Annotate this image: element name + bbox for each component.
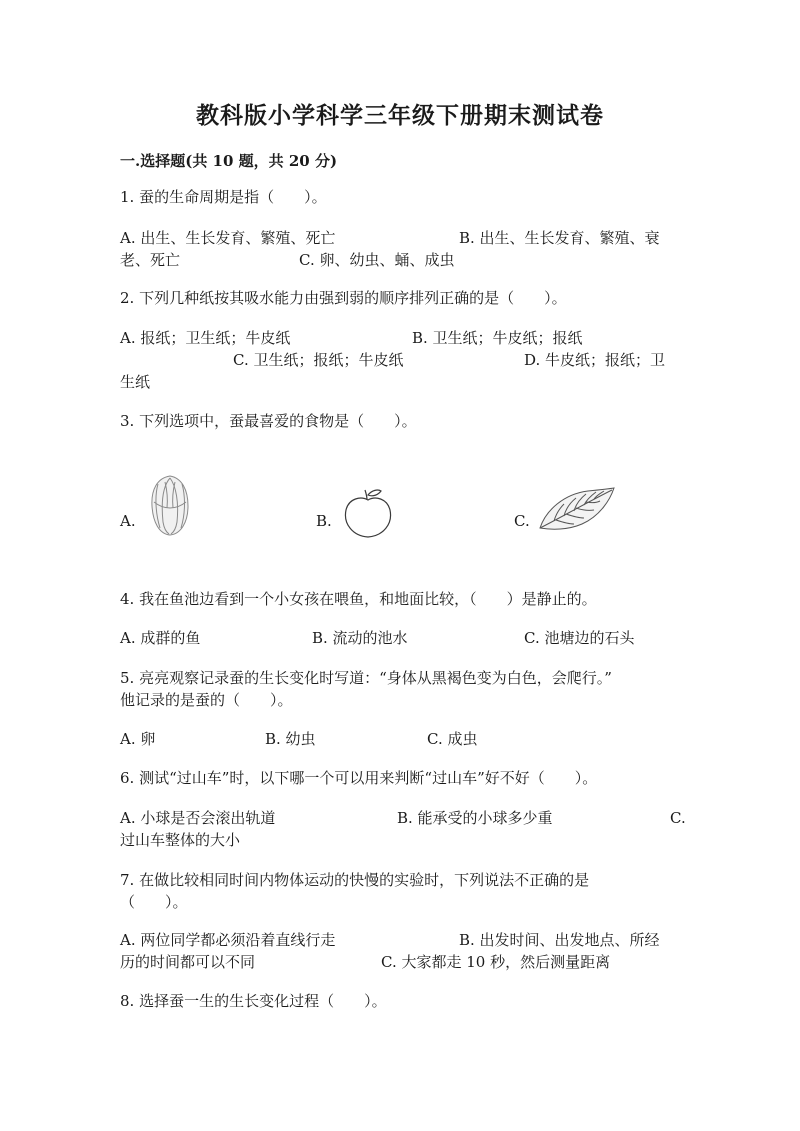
- q6-option-c-continued: 过山车整体的大小: [120, 831, 241, 849]
- question-6: 6. 测试“过山车”时，以下哪一个可以用来判断“过山车”好不好（ ）。: [120, 769, 598, 787]
- q5-option-a: A. 卵: [120, 730, 156, 748]
- q4-option-a: A. 成群的鱼: [120, 629, 201, 647]
- apple-icon: [341, 486, 395, 540]
- question-7: 7. 在做比较相同时间内物体运动的快慢的实验时，下列说法不正确的是: [120, 871, 590, 889]
- question-1: 1. 蚕的生命周期是指（ ）。: [120, 188, 327, 206]
- q3-option-b: B.: [316, 512, 332, 530]
- q4-option-b: B. 流动的池水: [312, 629, 408, 647]
- q5-option-c: C. 成虫: [427, 730, 478, 748]
- question-3: 3. 下列选项中，蚕最喜爱的食物是（ ）。: [120, 412, 417, 430]
- q3-option-a: A.: [120, 512, 136, 530]
- q7-option-b: B. 出发时间、出发地点、所经: [459, 931, 660, 949]
- question-4: 4. 我在鱼池边看到一个小女孩在喂鱼，和地面比较，（ ）是静止的。: [120, 590, 597, 608]
- q7-option-b-continued: 历的时间都可以不同: [120, 953, 256, 971]
- q5-option-b: B. 幼虫: [265, 730, 316, 748]
- page-title: 教科版小学科学三年级下册期末测试卷: [196, 102, 604, 129]
- cabbage-icon: [145, 472, 195, 538]
- question-5-continued: 他记录的是蚕的（ ）。: [120, 691, 293, 709]
- q6-option-a: A. 小球是否会滚出轨道: [120, 809, 276, 827]
- question-2: 2. 下列几种纸按其吸水能力由强到弱的顺序排列正确的是（ ）。: [120, 289, 567, 307]
- q2-option-a: A. 报纸；卫生纸；牛皮纸: [120, 329, 291, 347]
- q7-option-a: A. 两位同学都必须沿着直线行走: [120, 931, 336, 949]
- q1-option-c: C. 卵、幼虫、蛹、成虫: [299, 251, 455, 269]
- q4-option-c: C. 池塘边的石头: [524, 629, 635, 647]
- section-heading: 一.选择题(共 10 题，共 20 分): [120, 152, 338, 170]
- q6-option-b: B. 能承受的小球多少重: [397, 809, 553, 827]
- question-7-continued: （ ）。: [120, 893, 188, 911]
- q2-option-d: D. 牛皮纸；报纸；卫: [524, 351, 666, 369]
- q6-option-c: C.: [670, 809, 686, 827]
- q2-option-b: B. 卫生纸；牛皮纸；报纸: [412, 329, 583, 347]
- question-8: 8. 选择蚕一生的生长变化过程（ ）。: [120, 992, 387, 1010]
- question-5: 5. 亮亮观察记录蚕的生长变化时写道：“身体从黑褐色变为白色，会爬行。”: [120, 669, 612, 687]
- leaf-icon: [538, 486, 616, 532]
- q1-option-b: B. 出生、生长发育、繁殖、衰: [459, 229, 660, 247]
- q1-option-a: A. 出生、生长发育、繁殖、死亡: [120, 229, 336, 247]
- q1-option-b-continued: 老、死亡: [120, 251, 181, 269]
- q7-option-c: C. 大家都走 10 秒，然后测量距离: [381, 953, 611, 971]
- q2-option-d-continued: 生纸: [120, 373, 151, 391]
- q2-option-c: C. 卫生纸；报纸；牛皮纸: [233, 351, 404, 369]
- q3-option-c: C.: [514, 512, 530, 530]
